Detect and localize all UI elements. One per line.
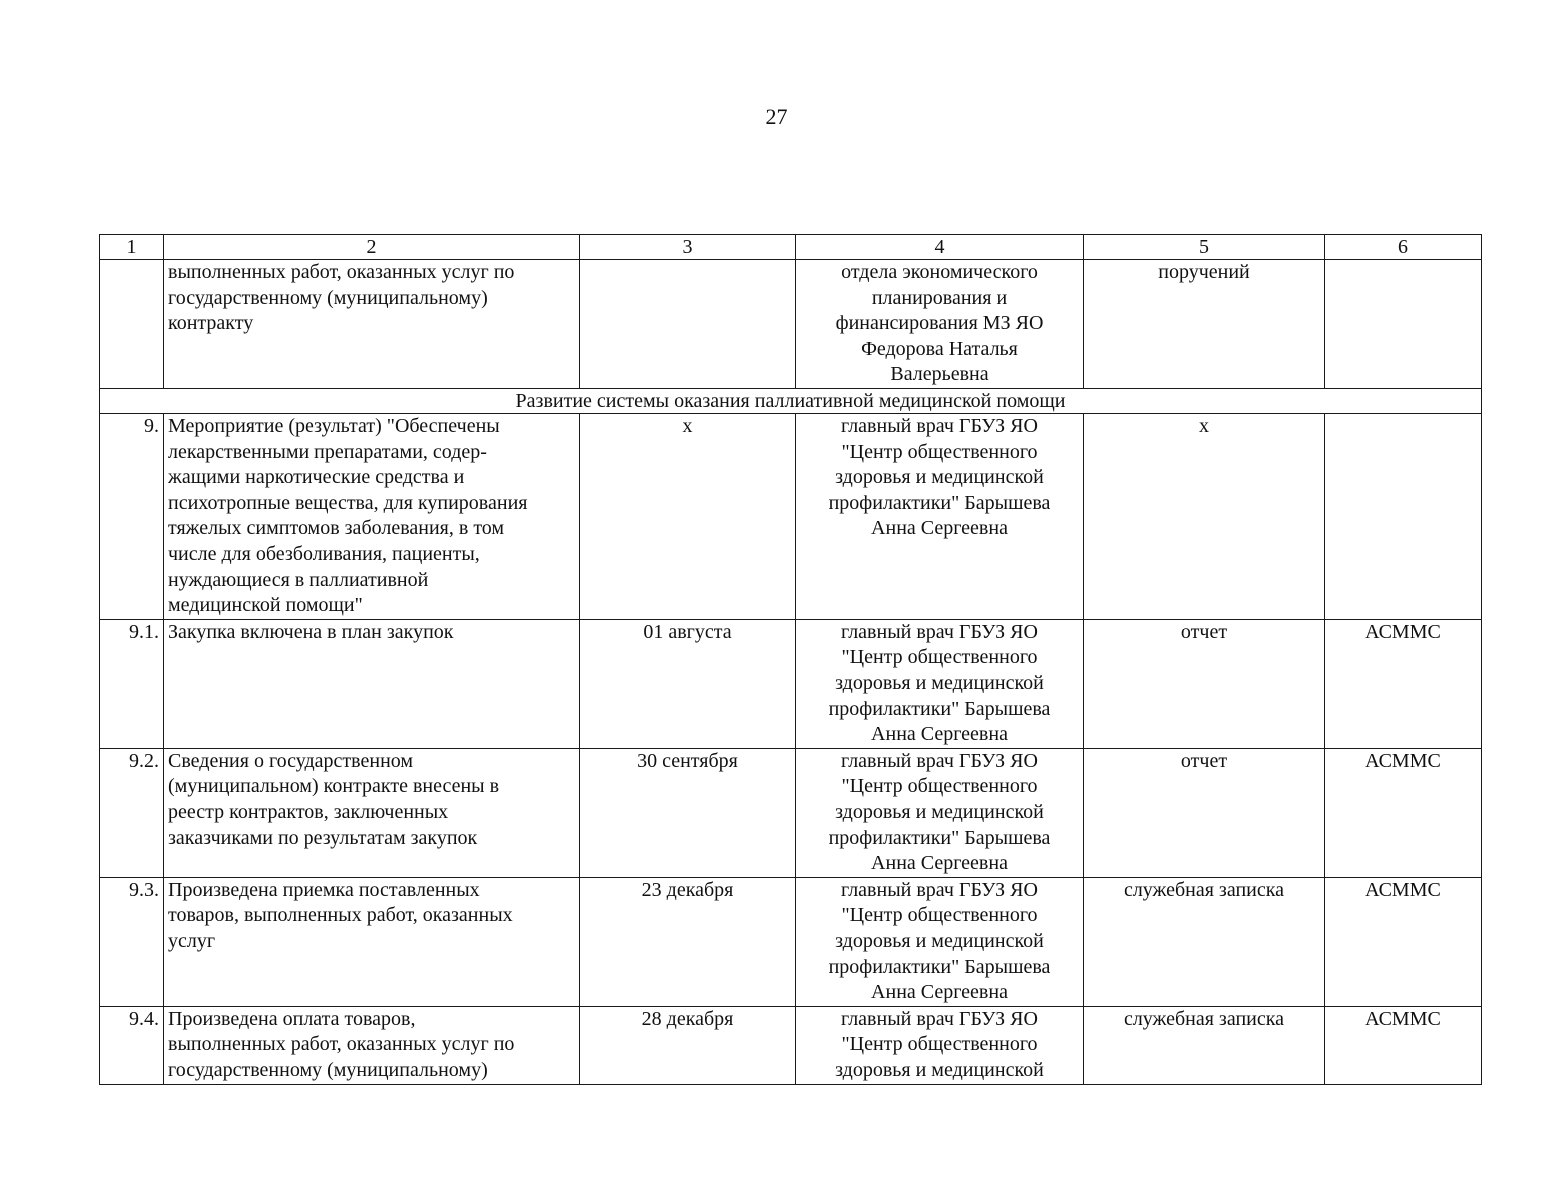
row-deadline: 28 декабря <box>580 1006 796 1084</box>
row-description: выполненных работ, оказанных услуг по государственному (муниципальному) контракту <box>164 260 580 389</box>
row-document: служебная записка <box>1084 877 1325 1006</box>
row-system: АСММС <box>1325 748 1482 877</box>
row-document: отчет <box>1084 748 1325 877</box>
row-responsible: главный врач ГБУЗ ЯО "Центр общественного здоровья и медицинской профилактики" Барышева Анна Сергеевна <box>796 619 1084 748</box>
column-number-row <box>100 235 1482 260</box>
row-system: АСММС <box>1325 877 1482 1006</box>
row-number: 9.4. <box>100 1006 164 1084</box>
row-deadline: х <box>580 414 796 620</box>
row-description: Произведена приемка поставленных товаров, выполненных работ, оказанных услуг <box>164 877 580 1006</box>
column-number-3: 3 <box>580 235 796 260</box>
row-deadline: 23 декабря <box>580 877 796 1006</box>
row-document: поручений <box>1084 260 1325 389</box>
row-document: отчет <box>1084 619 1325 748</box>
row-number: 9. <box>100 414 164 620</box>
row-number <box>100 260 164 389</box>
table-row <box>100 748 1482 877</box>
table-row <box>100 1006 1482 1084</box>
row-responsible: главный врач ГБУЗ ЯО "Центр общественного здоровья и медицинской <box>796 1006 1084 1084</box>
row-deadline: 30 сентября <box>580 748 796 877</box>
row-deadline: 01 августа <box>580 619 796 748</box>
row-system: АСММС <box>1325 1006 1482 1084</box>
row-number: 9.3. <box>100 877 164 1006</box>
column-number-4: 4 <box>796 235 1084 260</box>
row-number: 9.1. <box>100 619 164 748</box>
row-responsible: отдела экономического планирования и финансирования МЗ ЯО Федорова Наталья Валерьевна <box>796 260 1084 389</box>
column-number-6: 6 <box>1325 235 1482 260</box>
row-description: Закупка включена в план закупок <box>164 619 580 748</box>
row-description: Сведения о государственном (муниципальном) контракте внесены в реестр контрактов, заключенных заказчиками по результатам закупок <box>164 748 580 877</box>
column-number-1: 1 <box>100 235 164 260</box>
row-deadline <box>580 260 796 389</box>
row-system <box>1325 414 1482 620</box>
row-system <box>1325 260 1482 389</box>
table-row <box>100 414 1482 620</box>
page-number: 27 <box>765 104 788 129</box>
row-responsible: главный врач ГБУЗ ЯО "Центр общественного здоровья и медицинской профилактики" Барышева Анна Сергеевна <box>796 748 1084 877</box>
row-number: 9.2. <box>100 748 164 877</box>
row-responsible: главный врач ГБУЗ ЯО "Центр общественного здоровья и медицинской профилактики" Барышева Анна Сергеевна <box>796 414 1084 620</box>
row-responsible: главный врач ГБУЗ ЯО "Центр общественного здоровья и медицинской профилактики" Барышева Анна Сергеевна <box>796 877 1084 1006</box>
table-row <box>100 877 1482 1006</box>
row-system: АСММС <box>1325 619 1482 748</box>
plan-table <box>99 234 1482 1085</box>
row-document: х <box>1084 414 1325 620</box>
section-row <box>100 389 1482 414</box>
section-title: Развитие системы оказания паллиативной медицинской помощи <box>100 389 1482 414</box>
column-number-5: 5 <box>1084 235 1325 260</box>
row-document: служебная записка <box>1084 1006 1325 1084</box>
row-description: Мероприятие (результат) "Обеспечены лекарственными препаратами, содер- жащими наркотические средства и психотропные вещества, для купирования тяжелых симптомов заболевания, в том числе для обезболивания, пациенты, нуждающиеся в паллиативной медицинской помощи" <box>164 414 580 620</box>
column-number-2: 2 <box>164 235 580 260</box>
row-description: Произведена оплата товаров, выполненных работ, оказанных услуг по государственному (муниципальному) <box>164 1006 580 1084</box>
table-row <box>100 619 1482 748</box>
table-row-continuation <box>100 260 1482 389</box>
